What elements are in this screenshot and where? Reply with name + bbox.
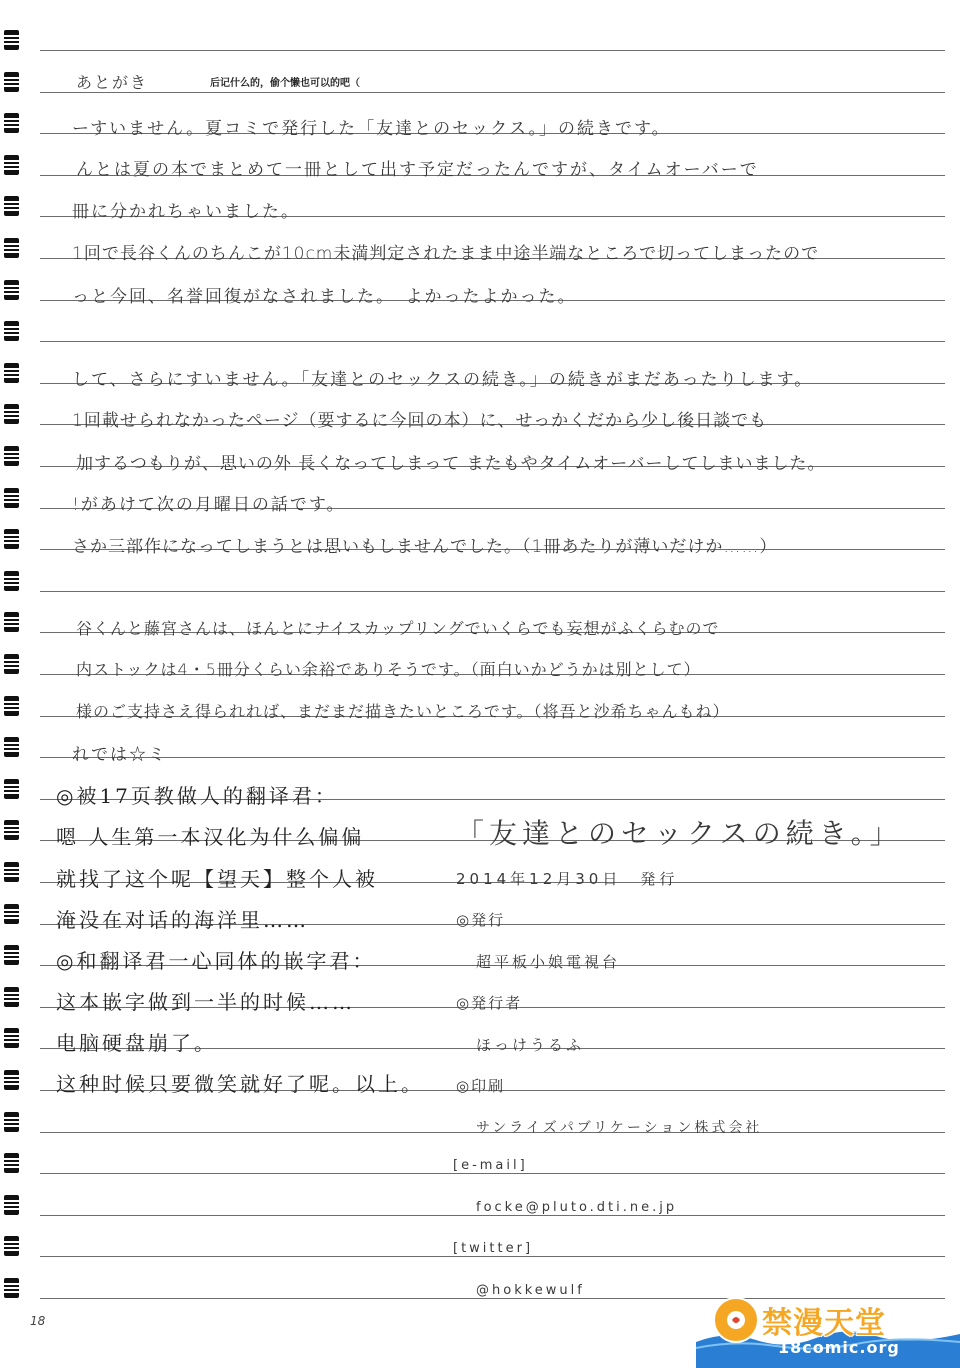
binder-ring-icon (0, 527, 22, 551)
binder-ring-icon (0, 1276, 22, 1300)
binder-ring-icon (0, 1068, 22, 1092)
colophon-email: focke@pluto.dti.ne.jp (476, 1200, 678, 1215)
translator-note-line: 淹没在对话的海洋里…… (56, 908, 309, 932)
afterword-line: ーすいません。夏コミで発行した「友達とのセックス。」の続きです。 (72, 119, 671, 139)
afterword-line: 冊に分かれちゃいました。 (72, 202, 300, 222)
binder-ring-icon (0, 943, 22, 967)
binder-ring-icon (0, 902, 22, 926)
afterword-line: 内ストックは4・5冊分くらい余裕でありそうです。（面白いかどうかは別として） (76, 660, 701, 679)
colophon-email-label: [e-mail] (453, 1158, 528, 1173)
binder-ring-icon (0, 153, 22, 177)
colophon-twitter-label: [twitter] (453, 1241, 534, 1256)
binder-ring-icon (0, 361, 22, 385)
translator-note-line: 嗯 人生第一本汉化为什么偏偏 (56, 825, 365, 849)
afterword-line: 様のご支持さえ得られれば、まだまだ描きたいところです。（将吾と沙希ちゃんもね） (76, 702, 730, 721)
afterword-line: っと今回、名誉回復がなされました。 よかったよかった。 (72, 287, 577, 307)
binder-ring-icon (0, 70, 22, 94)
binder-ring-icon (0, 278, 22, 302)
colophon-twitter: @hokkewulf (476, 1283, 585, 1298)
binder-ring-icon (0, 610, 22, 634)
ruled-line (40, 757, 945, 758)
translator-note-line: 这种时候只要微笑就好了呢。以上。 (56, 1072, 424, 1096)
binder-ring-icon (0, 28, 22, 52)
colophon-printer: サンライズパブリケーション株式会社 (476, 1120, 763, 1136)
binder-ring-icon (0, 777, 22, 801)
translator-note-line: 这本嵌字做到一半的时候…… (56, 990, 355, 1014)
binder-ring-icon (0, 1234, 22, 1258)
translator-note-line: 就找了这个呢【望天】整个人被 (56, 867, 378, 891)
translator-inline-note: 后记什么的，偷个懒也可以的吧（ (210, 78, 360, 89)
colophon-author-label: ◎発行者 (456, 994, 523, 1012)
colophon-publisher-label: ◎発行 (456, 911, 506, 929)
ruled-line (40, 50, 945, 51)
ruled-line (40, 1173, 945, 1174)
afterword-line: 加するつもりが、思いの外 長くなってしまって またもやタイムオーバーしてしまいました。 (76, 454, 826, 474)
binder-ring-icon (0, 652, 22, 676)
afterword-heading: あとがき (76, 73, 149, 92)
colophon-date: 2014年12月30日 発行 (456, 870, 679, 888)
ruled-line (40, 92, 945, 93)
site-watermark (696, 1290, 960, 1368)
afterword-line: 1回で長谷くんのちんこが10cm未満判定されたまま中途半端なところで切ってしまったので (72, 244, 820, 264)
binder-ring-icon (0, 818, 22, 842)
colophon-author: ほっけうるふ (476, 1036, 585, 1054)
ruled-line (40, 341, 945, 342)
binder-ring-icon (0, 402, 22, 426)
binder-ring-icon (0, 694, 22, 718)
binder-ring-icon (0, 1151, 22, 1175)
colophon-publisher: 超平板小娘電視台 (476, 953, 621, 971)
ruled-line (40, 1256, 945, 1257)
binder-ring-icon (0, 1026, 22, 1050)
binder-ring-icon (0, 735, 22, 759)
watermark-name: 禁漫天堂 (762, 1306, 886, 1341)
binder-ring-icon (0, 985, 22, 1009)
afterword-line: さか三部作になってしまうとは思いもしませんでした。（1冊あたりが薄いだけか……） (72, 537, 778, 557)
afterword-line: んとは夏の本でまとめて一冊として出す予定だったんですが、タイムオーバーで (76, 160, 759, 180)
afterword-line: 1回載せられなかったページ（要するに今回の本）に、せっかくだから少し後日談でも (72, 411, 768, 431)
binder-ring-icon (0, 444, 22, 468)
afterword-line: して、さらにすいません。「友達とのセックスの続き。」の続きがまだあったりします。 (72, 370, 814, 390)
binder-ring-icon (0, 860, 22, 884)
colophon-title: 「友達とのセックスの続き。」 (456, 817, 903, 850)
translator-note-line: ◎被17页教做人的翻译君： (56, 784, 338, 808)
page-number: 18 (30, 1314, 46, 1328)
binder-ring-icon (0, 1110, 22, 1134)
binder-ring-icon (0, 111, 22, 135)
binder-ring-icon (0, 569, 22, 593)
translator-note-line: ◎和翻译君一心同体的嵌字君： (56, 949, 376, 973)
translator-note-line: 电脑硬盘崩了。 (56, 1031, 217, 1055)
binder-ring-icon (0, 1193, 22, 1217)
binder-ring-icon (0, 236, 22, 260)
ruled-line (40, 591, 945, 592)
watermark-site: 18comic.org (778, 1338, 900, 1357)
ruled-line (40, 1215, 945, 1216)
afterword-line: 谷くんと藤宮さんは、ほんとにナイスカップリングでいくらでも妄想がふくらむので (76, 619, 720, 638)
colophon-printer-label: ◎印刷 (456, 1077, 506, 1095)
binder-ring-icon (0, 194, 22, 218)
binder-ring-icon (0, 486, 22, 510)
binder-ring-icon (0, 319, 22, 343)
afterword-line: !があけて次の月曜日の話です。 (72, 495, 346, 515)
afterword-line: れでは☆ミ (72, 745, 167, 765)
